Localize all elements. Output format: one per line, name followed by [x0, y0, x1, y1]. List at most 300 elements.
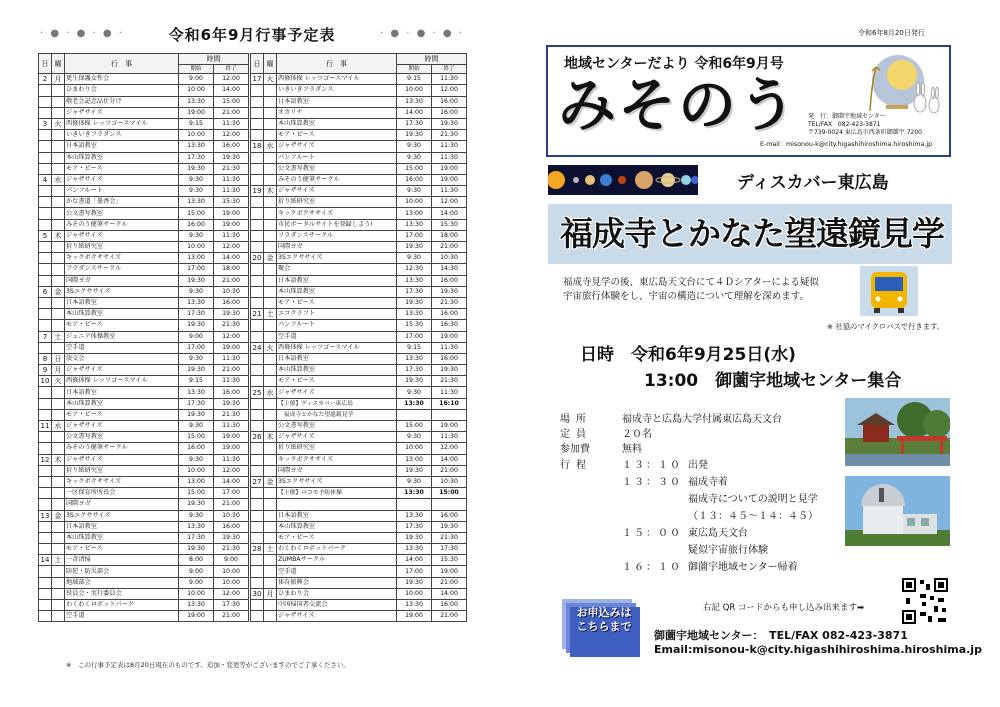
event-cell: モア・ピース [277, 532, 397, 543]
end-cell: 15:30 [432, 219, 467, 230]
start-cell: 17:30 [179, 398, 214, 409]
end-cell: 16:00 [432, 309, 467, 320]
event-cell: パンフルート [277, 320, 397, 331]
day-cell [251, 264, 264, 275]
itinerary-place: 福成寺についての説明と見学 [688, 494, 818, 505]
day-cell [251, 376, 264, 387]
start-cell: 10:00 [179, 242, 214, 253]
weekday-cell [52, 611, 65, 622]
start-cell: 13:30 [179, 521, 214, 532]
end-cell: 19:30 [214, 309, 249, 320]
day-cell [251, 555, 264, 566]
bus-icon [860, 266, 918, 316]
start-cell: 15:00 [179, 488, 214, 499]
event-cell: 日本語教室 [277, 275, 397, 286]
day-cell [39, 443, 52, 454]
schedule-row [251, 118, 467, 129]
event-cell: モア・ピース [65, 320, 179, 331]
weekday-cell [52, 320, 65, 331]
weekday-cell: 月 [264, 588, 277, 599]
start-cell: 13:30 [397, 219, 432, 230]
weekday-cell: 火 [264, 74, 277, 85]
weekday-cell [52, 208, 65, 219]
day-cell: 12 [39, 454, 52, 465]
start-cell: 10:00 [179, 85, 214, 96]
start-cell: 12:30 [397, 264, 432, 275]
moon-ornament-left: · ● · ● · ● · [40, 28, 124, 39]
end-cell: 19:30 [432, 365, 467, 376]
event-cell: ひまわり会 [65, 85, 179, 96]
weekday-cell [264, 264, 277, 275]
start-cell: 10:00 [179, 465, 214, 476]
event-headline: 福成寺とかなた望遠鏡見学 [560, 214, 944, 253]
event-cell: ジャザサイズ [65, 365, 179, 376]
schedule-row [251, 342, 467, 353]
schedule-row [251, 152, 467, 163]
day-cell [251, 566, 264, 577]
weekday-cell [52, 577, 65, 588]
weekday-cell: 火 [52, 118, 65, 129]
weekday-cell [264, 286, 277, 297]
end-cell: 15:30 [214, 197, 249, 208]
schedule-title-row [38, 22, 466, 48]
day-cell [39, 476, 52, 487]
event-cell: ジャザサイズ [277, 141, 397, 152]
end-cell: 19:00 [432, 421, 467, 432]
publisher: 発 行：御薗宇地域センター [808, 113, 886, 120]
end-cell: 17:00 [214, 488, 249, 499]
day-cell [251, 118, 264, 129]
day-cell: 8 [39, 353, 52, 364]
schedule-row [39, 163, 249, 174]
end-cell: 21:00 [214, 275, 249, 286]
itinerary-label: 行程 [560, 460, 592, 471]
schedule-row [39, 588, 249, 599]
weekday-cell [52, 130, 65, 141]
time-header: 時間 [397, 54, 467, 65]
detail-value: ２０名 [622, 429, 652, 440]
schedule-row [39, 398, 249, 409]
weekday-cell [264, 219, 277, 230]
event-cell: みそのう健筆サークル [277, 174, 397, 185]
start-cell: 9:15 [179, 376, 214, 387]
event-cell: ジャザサイズ [277, 611, 397, 622]
start-cell: 13:30 [397, 398, 432, 409]
end-cell: 19:00 [432, 163, 467, 174]
event-description [563, 276, 819, 304]
start-cell: 19:30 [397, 577, 432, 588]
weekday-cell [264, 163, 277, 174]
event-header: 行 事 [65, 54, 179, 74]
event-description-line-1: 福成寺見学の後、東広島天文台にて４Ｄシアターによる疑似 [563, 277, 819, 288]
start-header: 開始 [397, 65, 432, 74]
end-cell: 21:00 [214, 107, 249, 118]
start-cell: 17:30 [397, 286, 432, 297]
weekday-cell: 金 [264, 476, 277, 487]
day-cell [39, 163, 52, 174]
day-cell [39, 432, 52, 443]
weekday-cell: 水 [52, 421, 65, 432]
weekday-cell [264, 499, 277, 510]
event-cell: キックボクササイズ [277, 208, 397, 219]
event-cell: ジャザサイズ [277, 186, 397, 197]
weekday-cell: 火 [264, 342, 277, 353]
event-cell: 公文書写教室 [65, 208, 179, 219]
start-cell: 9:00 [179, 331, 214, 342]
event-cell: 一斉清掃 [65, 555, 179, 566]
event-cell: 本山珠算教室 [65, 152, 179, 163]
schedule-row [39, 141, 249, 152]
schedule-row [39, 499, 249, 510]
start-cell: 13:30 [179, 141, 214, 152]
day-cell: 14 [39, 555, 52, 566]
weekday-cell [264, 611, 277, 622]
event-cell: 本山珠算教室 [65, 309, 179, 320]
schedule-row [251, 107, 467, 118]
weekday-cell [52, 465, 65, 476]
weekday-cell [52, 264, 65, 275]
weekday-cell [264, 275, 277, 286]
day-cell [39, 152, 52, 163]
day-cell [39, 577, 52, 588]
end-cell: 21:30 [432, 532, 467, 543]
weekday-cell [52, 499, 65, 510]
day-cell [39, 107, 52, 118]
start-cell: 17:30 [179, 532, 214, 543]
weekday-cell [264, 130, 277, 141]
event-cell: ジャザサイズ [277, 387, 397, 398]
weekday-cell: 木 [52, 454, 65, 465]
day-cell [251, 488, 264, 499]
start-cell: 10:00 [397, 588, 432, 599]
weekday-cell [52, 163, 65, 174]
weekday-cell: 水 [264, 387, 277, 398]
day-cell [251, 510, 264, 521]
event-cell: ジャザサイズ [65, 174, 179, 185]
schedule-row [39, 353, 249, 364]
planets-illustration [548, 165, 698, 195]
start-cell: 10:00 [179, 130, 214, 141]
weekday-cell [52, 532, 65, 543]
schedule-row [39, 174, 249, 185]
end-cell: 12:00 [432, 197, 467, 208]
start-cell: 9:00 [179, 74, 214, 85]
start-cell: 17:30 [179, 152, 214, 163]
event-cell: 空手道 [65, 611, 179, 622]
schedule-row [39, 409, 249, 420]
end-cell: 10:30 [214, 510, 249, 521]
weekday-cell [52, 152, 65, 163]
start-cell: 9:30 [179, 510, 214, 521]
event-cell: 聚会 [277, 264, 397, 275]
start-cell: 13:30 [179, 297, 214, 308]
weekday-cell: 水 [264, 141, 277, 152]
event-cell: 本山珠算教室 [277, 365, 397, 376]
end-cell: 12:00 [432, 443, 467, 454]
detail-value: 福成寺と広島大学付属東広島天文台 [622, 414, 782, 425]
start-cell: 13:30 [397, 353, 432, 364]
end-cell: 14:00 [214, 85, 249, 96]
day-cell [39, 253, 52, 264]
event-cell: ジャザサイズ [65, 421, 179, 432]
start-cell: 10:00 [397, 85, 432, 96]
event-cell: 敬老会記念品仕分け [65, 96, 179, 107]
start-cell: 13:30 [179, 387, 214, 398]
day-cell [39, 600, 52, 611]
event-cell: ジャザサイズ [65, 454, 179, 465]
event-cell: 3Sエクササイズ [65, 286, 179, 297]
event-cell: 国際ヨガ [277, 465, 397, 476]
end-cell: 11:30 [214, 454, 249, 465]
detail-value: 無料 [622, 444, 642, 455]
end-cell: 16:00 [432, 96, 467, 107]
start-cell: 19:30 [397, 376, 432, 387]
schedule-row [251, 219, 467, 230]
weekday-cell [52, 521, 65, 532]
end-cell: 21:00 [432, 465, 467, 476]
day-cell [251, 130, 264, 141]
event-cell: 役員会・実行委員会 [65, 588, 179, 599]
start-cell: 9:15 [397, 74, 432, 85]
qr-code[interactable] [900, 576, 950, 626]
itinerary-place: 御薗宇地域センター帰着 [688, 562, 798, 573]
event-cell: パンフルート [277, 152, 397, 163]
event-cell: 【主催】ロコモ予防体操 [277, 488, 397, 499]
day-cell [39, 297, 52, 308]
start-cell: 10:00 [179, 588, 214, 599]
event-cell: 3Sエクササイズ [65, 510, 179, 521]
day-cell [251, 242, 264, 253]
weekday-cell [264, 365, 277, 376]
schedule-row [39, 253, 249, 264]
masthead [546, 45, 951, 157]
end-cell: 19:00 [214, 342, 249, 353]
schedule-row [251, 208, 467, 219]
schedule-row [39, 118, 249, 129]
start-cell: 13:30 [397, 275, 432, 286]
day-cell [39, 521, 52, 532]
weekday-cell: 金 [52, 510, 65, 521]
event-cell: 西條体操 レッツゴースマイル [65, 376, 179, 387]
apply-label: お申込みはこちらまで [576, 606, 632, 633]
end-cell: 10:30 [432, 253, 467, 264]
event-cell: フラダンスサークル [277, 230, 397, 241]
schedule-row [39, 152, 249, 163]
start-cell: 13:00 [397, 454, 432, 465]
end-cell: 21:00 [214, 611, 249, 622]
weekday-cell: 月 [52, 365, 65, 376]
start-cell: 9:15 [179, 118, 214, 129]
schedule-row [39, 532, 249, 543]
day-cell [39, 197, 52, 208]
end-cell [432, 409, 467, 420]
start-cell: 9:30 [179, 454, 214, 465]
day-cell [251, 275, 264, 286]
weekday-cell [52, 544, 65, 555]
weekday-cell [264, 376, 277, 387]
weekday-cell: 金 [52, 286, 65, 297]
day-cell [251, 297, 264, 308]
day-cell [251, 577, 264, 588]
end-cell: 15:00 [214, 96, 249, 107]
end-cell: 19:30 [214, 532, 249, 543]
schedule-row [251, 409, 467, 420]
end-cell: 16:00 [432, 600, 467, 611]
day-cell: 3 [39, 118, 52, 129]
publisher-info [808, 113, 922, 137]
day-cell [251, 600, 264, 611]
event-cell: ZUMBAサークル [277, 555, 397, 566]
day-cell: 6 [39, 286, 52, 297]
day-cell [251, 85, 264, 96]
headline-banner [548, 204, 952, 264]
schedule-row [251, 476, 467, 487]
contact-email[interactable]: Email:misonou-k@city.higashihiroshima.hiroshima.jp [654, 643, 982, 656]
schedule-row [251, 85, 467, 96]
weekday-cell: 日 [52, 353, 65, 364]
weekday-cell [264, 577, 277, 588]
event-cell: 公文書写教室 [277, 421, 397, 432]
weekday-cell [52, 409, 65, 420]
day-cell [39, 320, 52, 331]
end-cell: 12:00 [214, 588, 249, 599]
day-cell [251, 454, 264, 465]
schedule-row [251, 365, 467, 376]
event-date: 日時 令和6年9月25日(水) [580, 345, 796, 365]
start-cell: 17:00 [397, 331, 432, 342]
end-cell: 10:00 [214, 566, 249, 577]
schedule-row [39, 264, 249, 275]
event-cell: 本山珠算教室 [65, 398, 179, 409]
weekday-cell [264, 230, 277, 241]
start-cell: 10:00 [397, 197, 432, 208]
day-cell: 28 [251, 544, 264, 555]
event-cell: 国際ヨガ [277, 242, 397, 253]
weekday-cell [264, 521, 277, 532]
schedule-row [251, 398, 467, 409]
start-cell: 9:30 [179, 353, 214, 364]
end-cell: 14:30 [432, 264, 467, 275]
event-cell: 3Sエクササイズ [277, 476, 397, 487]
end-cell: 21:30 [432, 130, 467, 141]
day-cell [39, 588, 52, 599]
event-cell: 防犯・防災部会 [65, 566, 179, 577]
schedule-row [39, 376, 249, 387]
event-cell: 空手道 [277, 331, 397, 342]
event-cell: 福成寺とかなた望遠鏡見学 [277, 409, 397, 420]
start-cell: 19:30 [179, 320, 214, 331]
event-cell: ひまわり会 [277, 588, 397, 599]
itinerary-place: （１３：４５～１４：４５） [688, 511, 818, 522]
day-cell: 18 [251, 141, 264, 152]
end-cell: 11:30 [214, 186, 249, 197]
event-cell: 国際ヨガ [65, 275, 179, 286]
end-cell: 11:30 [432, 186, 467, 197]
start-cell: 19:30 [397, 242, 432, 253]
event-cell: 市民ボータルサイトを登録しよう! [277, 219, 397, 230]
start-cell: 19:00 [179, 611, 214, 622]
bus-note: ※ 社協のマイクロバスで行きます。 [827, 322, 945, 331]
schedule-row [39, 387, 249, 398]
event-cell: モア・ピース [277, 376, 397, 387]
day-cell [251, 398, 264, 409]
day-cell [251, 365, 264, 376]
schedule-row [251, 544, 467, 555]
day-cell: 20 [251, 253, 264, 264]
schedule-row [39, 454, 249, 465]
schedule-row [39, 230, 249, 241]
event-cell: 中国帰国者交流会 [277, 600, 397, 611]
weekday-cell [264, 242, 277, 253]
event-cell: いきいきフラダンス [277, 85, 397, 96]
weekday-cell [52, 186, 65, 197]
schedule-row [39, 130, 249, 141]
end-cell: 14:00 [432, 588, 467, 599]
schedule-row [251, 174, 467, 185]
start-cell: 19:00 [397, 611, 432, 622]
schedule-row [39, 85, 249, 96]
weekday-cell: 木 [264, 432, 277, 443]
end-cell: 14:00 [214, 253, 249, 264]
day-cell [251, 230, 264, 241]
day-cell [39, 544, 52, 555]
day-cell [39, 488, 52, 499]
day-cell: 10 [39, 376, 52, 387]
start-cell: 17:30 [397, 118, 432, 129]
weekday-cell [264, 600, 277, 611]
end-cell: 11:30 [214, 118, 249, 129]
schedule-row [39, 443, 249, 454]
end-cell: 19:30 [432, 118, 467, 129]
weekday-cell [264, 152, 277, 163]
day-cell [39, 499, 52, 510]
schedule-row [39, 342, 249, 353]
schedule-row [39, 242, 249, 253]
weekday-cell [264, 443, 277, 454]
start-cell: 9:30 [397, 152, 432, 163]
event-cell: 西條体操 レッツゴースマイル [65, 118, 179, 129]
day-cell [39, 566, 52, 577]
weekday-cell [264, 398, 277, 409]
weekday-cell [264, 409, 277, 420]
day-cell [39, 532, 52, 543]
weekday-cell [264, 85, 277, 96]
schedule-row [39, 510, 249, 521]
start-cell: 9:30 [179, 286, 214, 297]
end-cell: 11:30 [432, 74, 467, 85]
schedule-row [251, 74, 467, 85]
event-cell: 空手道 [277, 566, 397, 577]
itinerary-time: １３：３０ [622, 477, 682, 488]
weekday-cell [52, 96, 65, 107]
schedule-row [251, 297, 467, 308]
schedule-title: 令和6年9月行事予定表 [168, 26, 336, 44]
start-cell: 15:00 [179, 208, 214, 219]
schedule-row [39, 544, 249, 555]
day-cell [39, 242, 52, 253]
weekday-cell [52, 443, 65, 454]
end-cell: 21:30 [432, 376, 467, 387]
event-cell: 【主催】ディスカバー東広島 [277, 398, 397, 409]
start-cell: 9:30 [397, 432, 432, 443]
day-cell: 9 [39, 365, 52, 376]
event-cell: 西條体操 レッツゴースマイル [277, 342, 397, 353]
weekday-cell [264, 555, 277, 566]
end-cell [432, 499, 467, 510]
weekday-cell [52, 398, 65, 409]
weekday-cell [264, 96, 277, 107]
end-cell: 11:30 [432, 141, 467, 152]
